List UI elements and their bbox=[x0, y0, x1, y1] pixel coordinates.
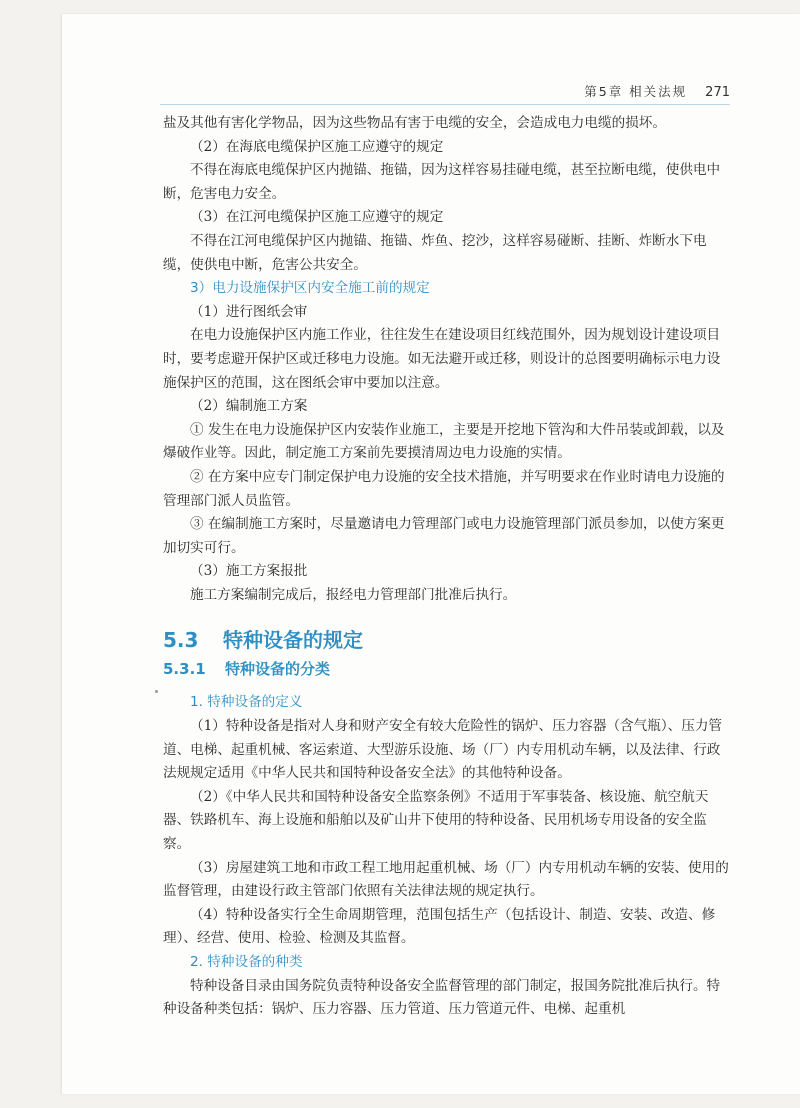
paragraph: （3）在江河电缆保护区施工应遵守的规定 bbox=[190, 209, 444, 226]
paragraph: 在电力设施保护区内施工作业，往往发生在建设项目红线范围外，因为规划设计建设项目时，要考虑避开保护区或迁移电力设施。如无法避开或迁移，则设计的总图要明确标示电力设施保护区的范围，这在图纸会审中要加以注意。 bbox=[163, 327, 721, 391]
paragraph: 不得在江河电缆保护区内抛锚、拖锚、炸鱼、挖沙，这样容易碰断、挂断、炸断水下电缆，使供电中断，危害公共安全。 bbox=[163, 232, 707, 273]
paragraph: 不得在海底电缆保护区内抛锚、拖锚，因为这样容易挂碰电缆，甚至拉断电缆，使供电中断，危害电力安全。 bbox=[163, 162, 721, 202]
paragraph: 特种设备目录由国务院负责特种设备安全监督管理的部门制定，报国务院批准后执行。特种设备种类包括：锅炉、压力容器、压力管道、压力管道元件、电梯、起重机 bbox=[163, 977, 721, 1018]
subheading: 2. 特种设备的种类 bbox=[190, 954, 303, 970]
paragraph: （2）《中华人民共和国特种设备安全监察条例》不适用于军事装备、核设施、航空航天器、铁路机车、海上设施和船舶以及矿山井下使用的特种设备、民用机场专用设备的安全监察。 bbox=[163, 788, 709, 853]
subsection-heading bbox=[163, 655, 729, 683]
subheading: 3）电力设施保护区内安全施工前的规定 bbox=[190, 280, 430, 297]
paragraph: ③ 在编制施工方案时，尽量邀请电力管理部门或电力设施管理部门派员参加，以使方案更加切实可行。 bbox=[163, 516, 725, 556]
running-header bbox=[160, 82, 730, 105]
heading-text: 特种设备的规定 bbox=[223, 628, 363, 653]
paragraph: （4）特种设备实行全生命周期管理，范围包括生产（包括设计、制造、安装、改造、修理）、经营、使用、检验、检测及其监督。 bbox=[163, 906, 716, 947]
heading-number: 5.3 bbox=[163, 628, 199, 653]
heading-number: 5.3.1 bbox=[163, 660, 206, 679]
subheading: 1. 特种设备的定义 bbox=[190, 694, 303, 711]
paragraph: （3）施工方案报批 bbox=[190, 563, 308, 580]
section-heading bbox=[163, 625, 729, 655]
paragraph: ① 发生在电力设施保护区内安装作业施工，主要是开挖地下管沟和大件吊装或卸载，以及爆破作业等。因此，制定施工方案前先要摸清周边电力设施的实情。 bbox=[163, 421, 725, 462]
paragraph: （2）编制施工方案 bbox=[190, 398, 308, 415]
scan-speck bbox=[155, 690, 158, 693]
heading-text: 特种设备的分类 bbox=[225, 660, 331, 679]
paragraph: （1）进行图纸会审 bbox=[190, 303, 308, 320]
paragraph: ② 在方案中应专门制定保护电力设施的安全技术措施，并写明要求在作业时请电力设施的管理部门派人员监管。 bbox=[163, 468, 725, 509]
page-number: 271 bbox=[705, 85, 730, 100]
chapter-title: 第5章 相关法规 bbox=[584, 84, 688, 99]
paragraph: （1）特种设备是指对人身和财产安全有较大危险性的锅炉、压力容器（含气瓶）、压力管道、电梯、起重机械、客运索道、大型游乐设施、场（厂）内专用机动车辆，以及法律、行政法规规定适用《中华人民共和国特种设备安全法》的其他特种设备。 bbox=[163, 718, 723, 782]
paragraph: （3）房屋建筑工地和市政工程工地用起重机械、场（厂）内专用机动车辆的安装、使用的监督管理，由建设行政主管部门依照有关法律法规的规定执行。 bbox=[163, 859, 729, 900]
page-body bbox=[163, 112, 729, 1022]
paragraph: 施工方案编制完成后，报经电力管理部门批准后执行。 bbox=[190, 586, 517, 603]
paragraph: （2）在海底电缆保护区施工应遵守的规定 bbox=[190, 138, 444, 155]
paragraph: 盐及其他有害化学物品，因为这些物品有害于电缆的安全，会造成电力电缆的损坏。 bbox=[163, 115, 666, 131]
